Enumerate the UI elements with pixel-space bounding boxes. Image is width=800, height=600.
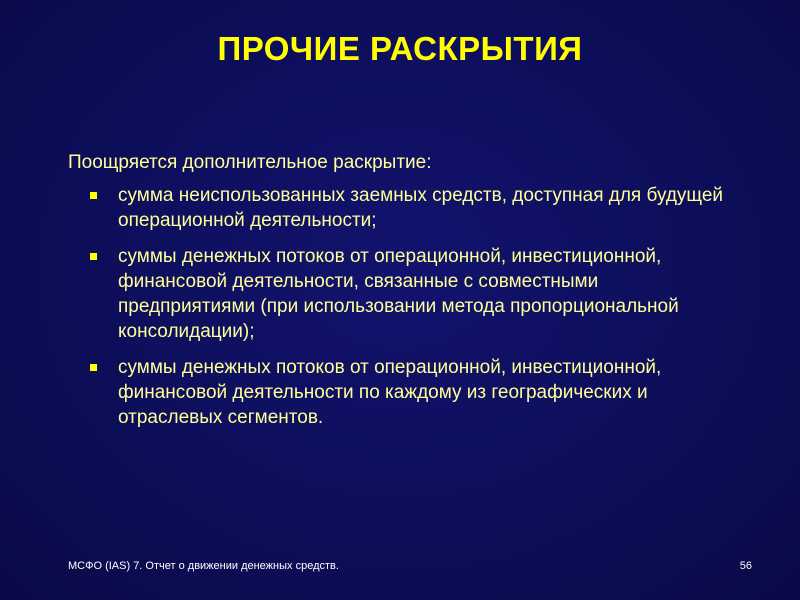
lead-text: Поощряется дополнительное раскрытие:	[68, 152, 432, 173]
page-number: 56	[739, 560, 752, 572]
bullet-item	[68, 183, 728, 233]
bullet-text: суммы денежных потоков от операционной, инвестиционной, финансовой деятельности по каждому из географических и отраслевых сегментов.	[118, 357, 662, 428]
slide-content	[68, 150, 728, 441]
bullet-list	[68, 183, 728, 430]
square-bullet-icon	[90, 253, 97, 260]
bullet-item	[68, 244, 728, 344]
bullet-item	[68, 355, 728, 430]
square-bullet-icon	[90, 192, 97, 199]
square-bullet-icon	[90, 364, 97, 371]
slide-title: ПРОЧИЕ РАСКРЫТИЯ	[217, 30, 583, 67]
bullet-text: суммы денежных потоков от операционной, инвестиционной, финансовой деятельности, связанные с совместными предприятиями (при использовании метода пропорциональной консолидации);	[118, 246, 679, 342]
footer-text: МСФО (IAS) 7. Отчет о движении денежных средств.	[68, 560, 339, 572]
bullet-text: сумма неиспользованных заемных средств, доступная для будущей операционной деятельности;	[118, 185, 724, 231]
